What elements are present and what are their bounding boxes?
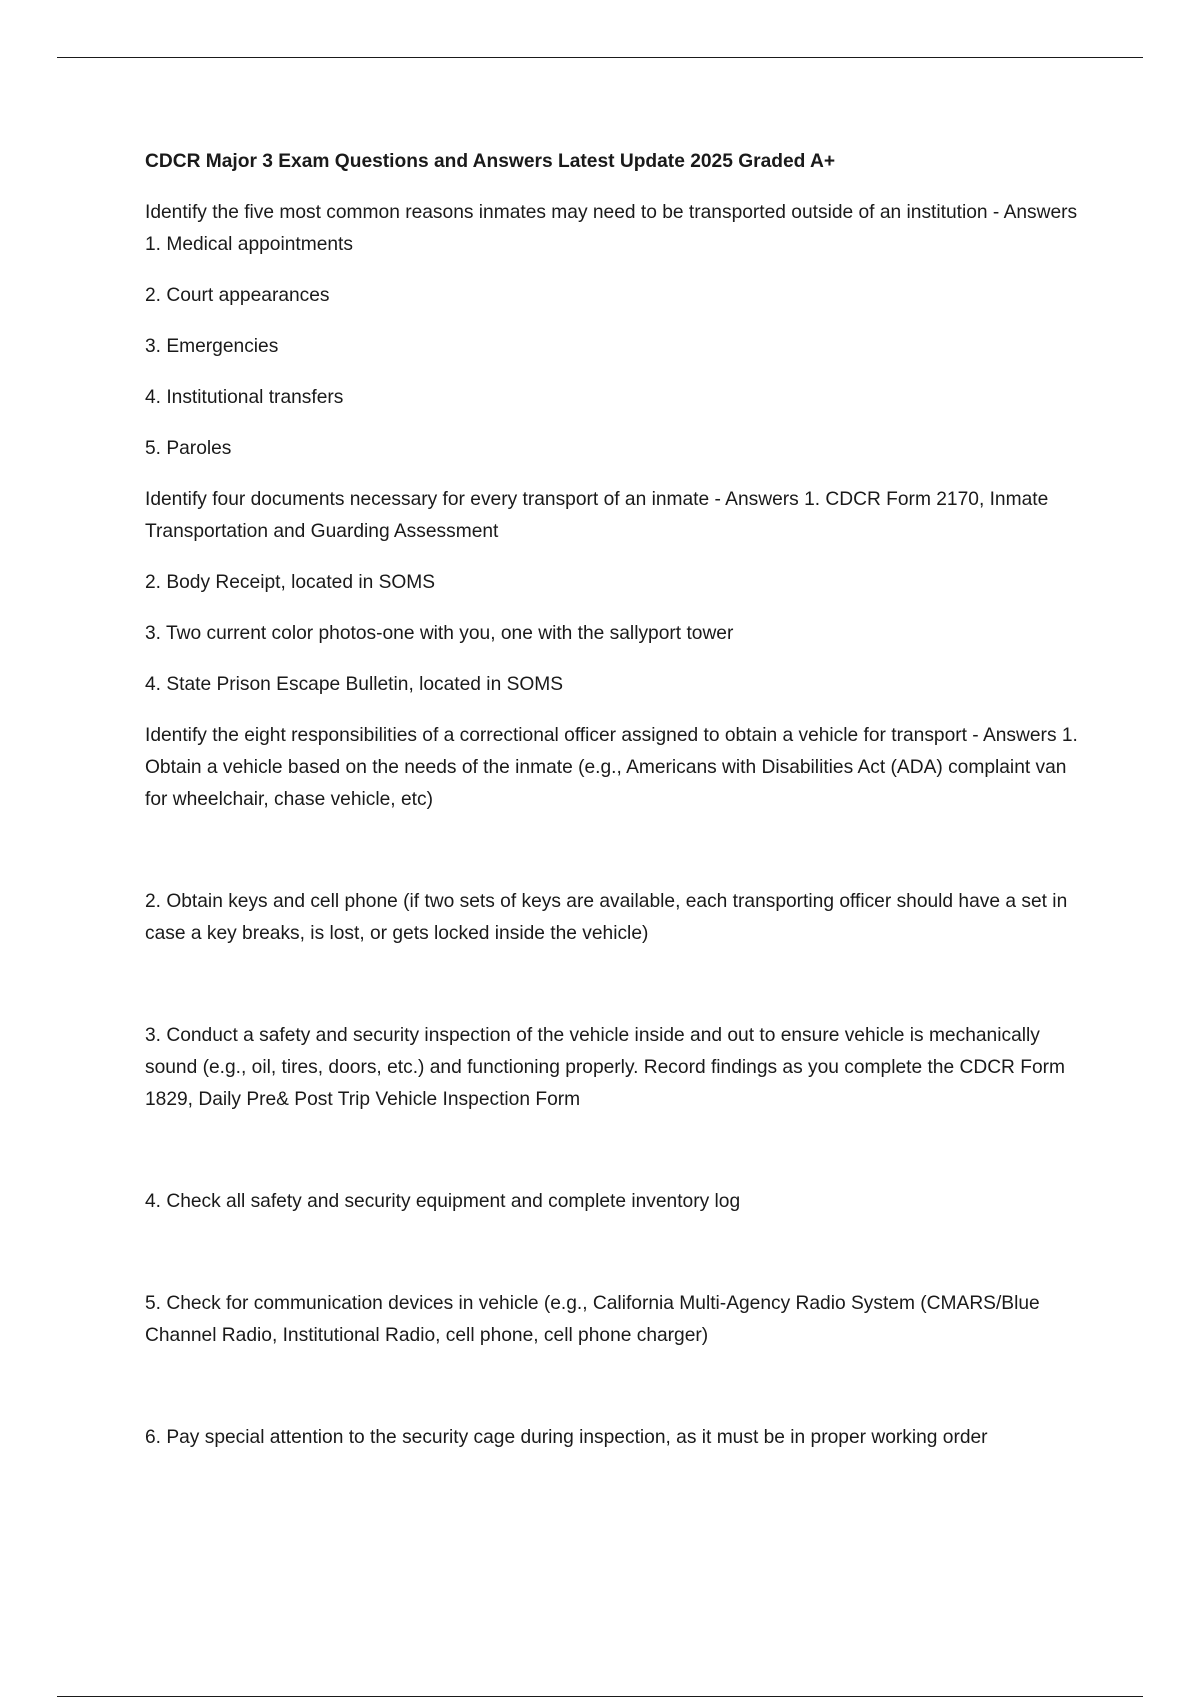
question-3: Identify the eight responsibilities of a correctional officer assigned to obtain a vehicle for transport - Answers 1. Obtain a vehicle based on the needs of the inmate (e.g., Americans with Disabilities Act (ADA) complaint van for wheelchair, chase vehicle, etc) <box>145 725 1078 810</box>
answer-item: 3. Two current color photos-one with you, one with the sallyport tower <box>145 623 734 644</box>
document-title: CDCR Major 3 Exam Questions and Answers Latest Update 2025 Graded A+ <box>145 151 836 172</box>
question-1: Identify the five most common reasons inmates may need to be transported outside of an institution - Answers 1. Medical appointments <box>145 202 1078 255</box>
answer-item: 3. Emergencies <box>145 336 279 357</box>
answer-item: 2. Body Receipt, located in SOMS <box>145 572 436 593</box>
answer-item: 2. Court appearances <box>145 285 330 306</box>
answer-item: 6. Pay special attention to the security cage during inspection, as it must be in proper working order <box>145 1427 988 1448</box>
document-body <box>145 146 1085 1473</box>
question-2: Identify four documents necessary for every transport of an inmate - Answers 1. CDCR Form 2170, Inmate Transportation and Guarding Assessment <box>145 489 1049 542</box>
answer-item: 4. Institutional transfers <box>145 387 344 408</box>
footer-rule <box>57 1696 1143 1697</box>
answer-item: 4. State Prison Escape Bulletin, located in SOMS <box>145 674 564 695</box>
answer-item: 4. Check all safety and security equipment and complete inventory log <box>145 1191 741 1212</box>
header-rule <box>57 57 1143 58</box>
answer-item: 2. Obtain keys and cell phone (if two sets of keys are available, each transporting officer should have a set in case a key breaks, is lost, or gets locked inside the vehicle) <box>145 891 1068 944</box>
answer-item: 3. Conduct a safety and security inspection of the vehicle inside and out to ensure vehicle is mechanically sound (e.g., oil, tires, doors, etc.) and functioning properly. Record findings as you complete the CDCR Form 1829, Daily Pre& Post Trip Vehicle Inspection Form <box>145 1025 1066 1110</box>
answer-item: 5. Check for communication devices in vehicle (e.g., California Multi-Agency Radio System (CMARS/Blue Channel Radio, Institutional Radio, cell phone, cell phone charger) <box>145 1293 1040 1346</box>
answer-item: 5. Paroles <box>145 438 232 459</box>
